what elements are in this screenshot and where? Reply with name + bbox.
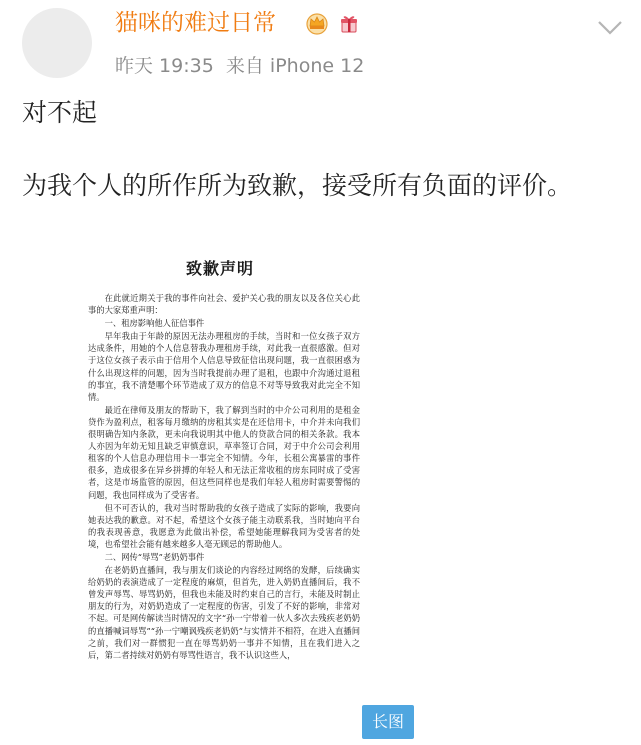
image-paragraph: 在老奶奶直播间，我与朋友们谈论的内容经过网络的发酵，后续确实给奶奶的表演造成了一定程度的麻烦，但首先，进入奶奶直播间后，我不曾发声辱骂、辱骂奶奶，但我也未能及时约束自己的言行，未能及时制止朋友的行为，对奶奶造成了一定程度的伤害，引发了不好的影响，非常对不起。可是网传解读当时情况的文字“孙一宁带着一伙人多次去残疾老奶奶的直播喊词辱骂”“孙一宁嘲讽残疾老奶奶”与实情并不相符，在进入直播间之前，我们对一群惯犯一直在辱骂奶奶一事并不知情，且在我们进入之后，第二者持续对奶奶有辱骂性语言，我不认识这些人， bbox=[88, 565, 360, 660]
chevron-down-icon[interactable] bbox=[596, 16, 624, 38]
long-image-badge: 长图 bbox=[362, 705, 414, 739]
post-text-line2: 为我个人的所作所为致歉，接受所有负面的评价。 bbox=[22, 171, 573, 200]
image-paragraph: 最近在律师及朋友的帮助下，我了解到当时的中介公司利用的是租金贷作为盈利点，租客每月缴纳的房租其实是在还信用卡，中介并未向我们很明确告知内条款，更未向我说明其中他人的贷款合同的相关条款。我本人亦因为年幼无知且缺乏审慎意识，草率签订合同，对于中介公司会利用租客的个人信息办理信用卡一事完全不知情。今年，长租公寓暴雷的事件很多，造成很多在异乡拼搏的年轻人和无法正常收租的房东同时成了受害者，这是市场监管的原因，但这些同样也是我们年轻人租房时需要警惕的问题，我也同样成为了受害者。 bbox=[88, 404, 360, 500]
author-name[interactable]: 猫咪的难过日常 bbox=[115, 10, 276, 36]
post-text-line1: 对不起 bbox=[22, 98, 98, 127]
gift-badge-icon[interactable] bbox=[337, 11, 361, 35]
image-heading: 二、网传“辱骂”老奶奶事件 bbox=[104, 551, 205, 562]
image-paragraph: 早年我由于年龄的原因无法办理租房的手续，当时和一位女孩子双方达成条件，用她的个人信息替我办理租房手续，对此我一直很感激。但对于这位女孩子表示由于信用个人信息导致征信出现问题，我一直很困惑为什么出现这样的问题，因为当时我提前办理了退租，也跟中介沟通过退租的事宜，我不清楚哪个环节造成了双方的信息不对等导致我对此完全不知情。 bbox=[88, 331, 360, 402]
post-meta bbox=[115, 52, 364, 80]
post-time: 昨天 19:35 bbox=[115, 55, 214, 77]
image-title: 致歉声明 bbox=[186, 259, 255, 278]
post-source: 来自 iPhone 12 bbox=[225, 55, 365, 77]
image-body bbox=[88, 292, 360, 661]
image-paragraph: 但不可否认的，我对当时帮助我的女孩子造成了实际的影响，我要向她表达我的歉意。对不起，希望这个女孩子能主动联系我，当时她向平台的我表现善意，我愿意为此做出补偿，希望她能理解我同为受害者的处境，也希望社会能有越来越多人毫无顾忌的帮助他人。 bbox=[88, 502, 360, 549]
avatar[interactable] bbox=[22, 8, 92, 78]
crown-badge-icon[interactable] bbox=[305, 11, 329, 35]
post-image[interactable] bbox=[82, 238, 372, 738]
image-heading: 一、租房影响他人征信事件 bbox=[104, 318, 205, 329]
image-paragraph: 在此就近期关于我的事件向社会、爱护关心我的朋友以及各位关心此事的大家郑重声明： bbox=[88, 293, 360, 316]
